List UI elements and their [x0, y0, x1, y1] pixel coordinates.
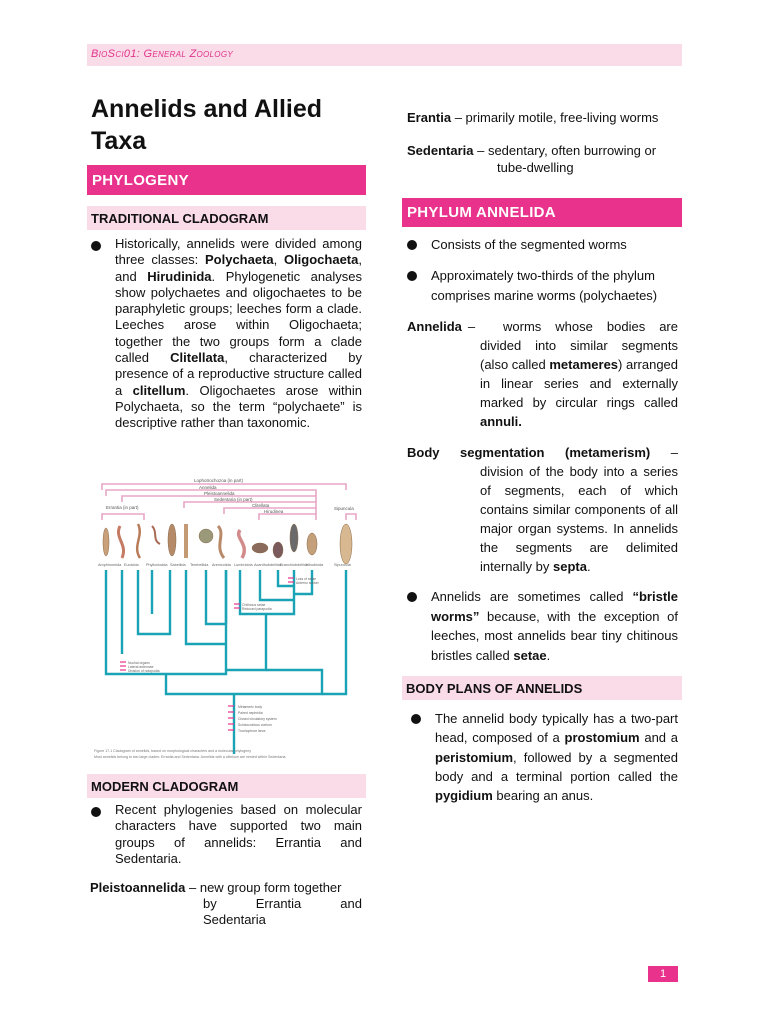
svg-text:Branchiobdellida: Branchiobdellida	[280, 563, 309, 567]
figure-caption-line1: Figure 17.1 Cladogram of annelids, based on morphological characters and a molecular phylogeny	[94, 749, 252, 753]
svg-text:Sipuncula: Sipuncula	[334, 563, 351, 567]
bristle-worms-bullet	[407, 587, 678, 665]
subsection-body-plans-label: BODY PLANS OF ANNELIDS	[406, 680, 583, 696]
svg-text:Reduced parapodia: Reduced parapodia	[242, 607, 272, 611]
bracket-lophotrochozoa	[102, 484, 346, 490]
sedentaria-def2: tube-dwelling	[497, 160, 574, 175]
worm-4	[152, 526, 160, 544]
worm-10	[252, 543, 268, 553]
annelida-term: Annelida	[407, 319, 462, 334]
svg-text:Sabellida: Sabellida	[170, 563, 186, 567]
traditional-bullet-text: Historically, annelids were divided among three classes: Polychaeta, Oligochaeta, and Hirudinida. Phylogenetic analyses show polychaetes and oligochaetes to be paraphyletic groups; leeches form a clade. Leeches arose within Oligochaeta; together the two groups form a clade called Clitellata, characterized by presence of a reproductive structure called a clitellum. Oligochaetes arose within Polychaeta, so the term “polychaete” is descriptive rather than taxonomic.	[115, 236, 362, 431]
worm-11	[273, 542, 283, 558]
bracket-hirudinea	[259, 514, 316, 520]
pleistoannelida-term: Pleistoannelida	[90, 880, 186, 895]
annelida-def: worms whose bodies are divided into similar segments (also called metameres) arranged in linear series and externally marked by circular rings called annuli.	[480, 319, 679, 429]
erantia-term: Erantia	[407, 110, 452, 125]
svg-text:Loss of setae: Loss of setae	[296, 577, 317, 581]
bullet-dot	[91, 241, 101, 251]
annelida-bullet-1	[407, 235, 678, 254]
label-errantia: Errantia (in part)	[106, 505, 139, 510]
section-phylum-label: PHYLUM ANNELIDA	[407, 204, 556, 221]
bullet-dot	[407, 271, 417, 281]
svg-text:Phyllodocida: Phyllodocida	[146, 563, 168, 567]
subsection-modern-label: MODERN CLADOGRAM	[91, 778, 239, 794]
worm-3	[137, 524, 140, 558]
label-pleistoannelida: Pleistoannelida	[204, 491, 235, 496]
pleistoannelida-definition: Pleistoannelida – new group form together by Errantia and Sedentaria	[90, 880, 362, 927]
bullet-dot	[411, 714, 421, 724]
bullet-dot	[407, 592, 417, 602]
sedentaria-definition: Sedentaria – sedentary, often burrowing or tube-dwelling	[407, 142, 682, 176]
page-number: 1	[648, 966, 678, 982]
worm-1	[103, 528, 109, 556]
worm-8	[218, 526, 224, 558]
label-lophotrochozoa: Lophotrochozoa (in part)	[194, 478, 244, 483]
course-title: BioSci01: General Zoology	[91, 48, 233, 60]
svg-text:Closed circulatory system: Closed circulatory system	[238, 717, 277, 721]
cladogram-figure	[94, 474, 364, 766]
bracket-errantia	[102, 514, 144, 520]
svg-text:Anterior sucker: Anterior sucker	[296, 581, 319, 585]
svg-text:Metameric body: Metameric body	[238, 705, 263, 709]
annelida-bullet-2-text: Approximately two-thirds of the phylum comprises marine worms (polychaetes)	[431, 268, 658, 303]
svg-text:Schizocoelous coelom: Schizocoelous coelom	[238, 723, 272, 727]
erantia-definition: Erantia – primarily motile, free-living worms	[407, 110, 659, 125]
section-phylogeny-label: PHYLOGENY	[92, 171, 189, 189]
annelida-bullet-1-text: Consists of the segmented worms	[431, 237, 627, 252]
worm-9	[239, 530, 245, 558]
bristle-worms-text: Annelids are sometimes called “bristle worms” because, with the exception of leeches, most annelids bear tiny chitinous bristles called setae.	[431, 589, 678, 663]
figure-caption-line2: Most annelids belong to two large clades: Errantia and Sedentaria. Annelids with a clitellum are nested within Sedentaria.	[94, 755, 287, 759]
body-segmentation-heading: Body segmentation (metamerism) –	[407, 445, 678, 460]
body-segmentation-def: division of the body into a series of segments, each of which contains similar components of all major organ systems. In annelids the segments are delimited internally by septa.	[480, 464, 678, 574]
svg-text:Arenicolida: Arenicolida	[212, 563, 231, 567]
worm-illustrations	[103, 524, 352, 564]
svg-text:Terebellida: Terebellida	[190, 563, 209, 567]
bracket-sedentaria	[184, 502, 316, 508]
subsection-modern-cladogram	[87, 774, 366, 798]
body-plans-text: The annelid body typically has a two-part head, composed of a prostomium and a peristomium, followed by a segmented body and a terminal portion called the pygidium bearing an anus.	[435, 711, 678, 804]
label-sedentaria: Sedentaria (in part)	[214, 497, 253, 502]
worm-5	[168, 524, 176, 556]
svg-text:Paired nephridia: Paired nephridia	[238, 711, 263, 715]
taxon-names	[98, 563, 352, 567]
modern-bullet-text: Recent phylogenies based on molecular characters have supported two main groups of annelids: Errantia and Sedentaria.	[115, 802, 362, 866]
svg-text:Hirudinida: Hirudinida	[306, 563, 324, 567]
label-annelida: Annelida	[199, 485, 217, 490]
section-phylum-annelida	[402, 198, 682, 227]
section-phylogeny	[87, 165, 366, 195]
erantia-def: primarily motile, free-living worms	[465, 110, 659, 125]
svg-text:Lumbricida: Lumbricida	[234, 563, 253, 567]
svg-text:Trochophore larva: Trochophore larva	[238, 729, 266, 733]
bullet-dot	[91, 807, 101, 817]
worm-13	[307, 533, 317, 555]
body-segmentation-definition	[407, 443, 678, 576]
subsection-body-plans	[402, 676, 682, 700]
branch-errantia	[106, 570, 226, 674]
bullet-dot	[407, 240, 417, 250]
bracket-sipuncula	[346, 514, 356, 520]
svg-text:Lateral antennae: Lateral antennae	[128, 665, 154, 669]
label-clitellata: Clitellata	[252, 503, 270, 508]
worm-7	[199, 529, 213, 543]
worm-2	[118, 526, 123, 558]
subsection-traditional-cladogram	[87, 206, 366, 230]
svg-text:Division of notopodia: Division of notopodia	[128, 669, 160, 673]
svg-text:Nuchal organs: Nuchal organs	[128, 661, 150, 665]
cladogram-svg	[94, 474, 364, 766]
clade-brackets	[102, 484, 356, 520]
page-title: Annelids and Allied Taxa	[91, 95, 323, 155]
annelida-bullet-2	[407, 266, 678, 306]
sedentaria-def1: sedentary, often burrowing or	[487, 143, 657, 158]
sedentaria-term: Sedentaria	[407, 143, 474, 158]
svg-text:Eunicida: Eunicida	[124, 563, 139, 567]
annelida-definition: Annelida – worms whose bodies are divided into similar segments (also called metameres) arranged in linear series and externally marked by circular rings called annuli.	[407, 319, 679, 429]
subsection-traditional-label: TRADITIONAL CLADOGRAM	[91, 210, 269, 226]
svg-text:Acanthobdellida: Acanthobdellida	[254, 563, 282, 567]
body-plans-bullet	[411, 709, 678, 805]
svg-text:Amphinomida: Amphinomida	[98, 563, 122, 567]
label-hirudinea: Hirudinea	[264, 509, 284, 514]
modern-bullet	[91, 802, 362, 867]
label-sipuncula: Sipuncula	[334, 506, 354, 511]
worm-12	[290, 524, 298, 552]
traditional-bullet	[91, 236, 362, 432]
running-header	[87, 44, 682, 66]
svg-text:Chitinous setae: Chitinous setae	[242, 603, 266, 607]
pleistoannelida-def-line2: by Errantia and	[203, 896, 362, 911]
pleistoannelida-def-line3: Sedentaria	[203, 912, 266, 927]
worm-14	[340, 524, 352, 564]
pleistoannelida-def-first: new group form together	[199, 880, 342, 895]
